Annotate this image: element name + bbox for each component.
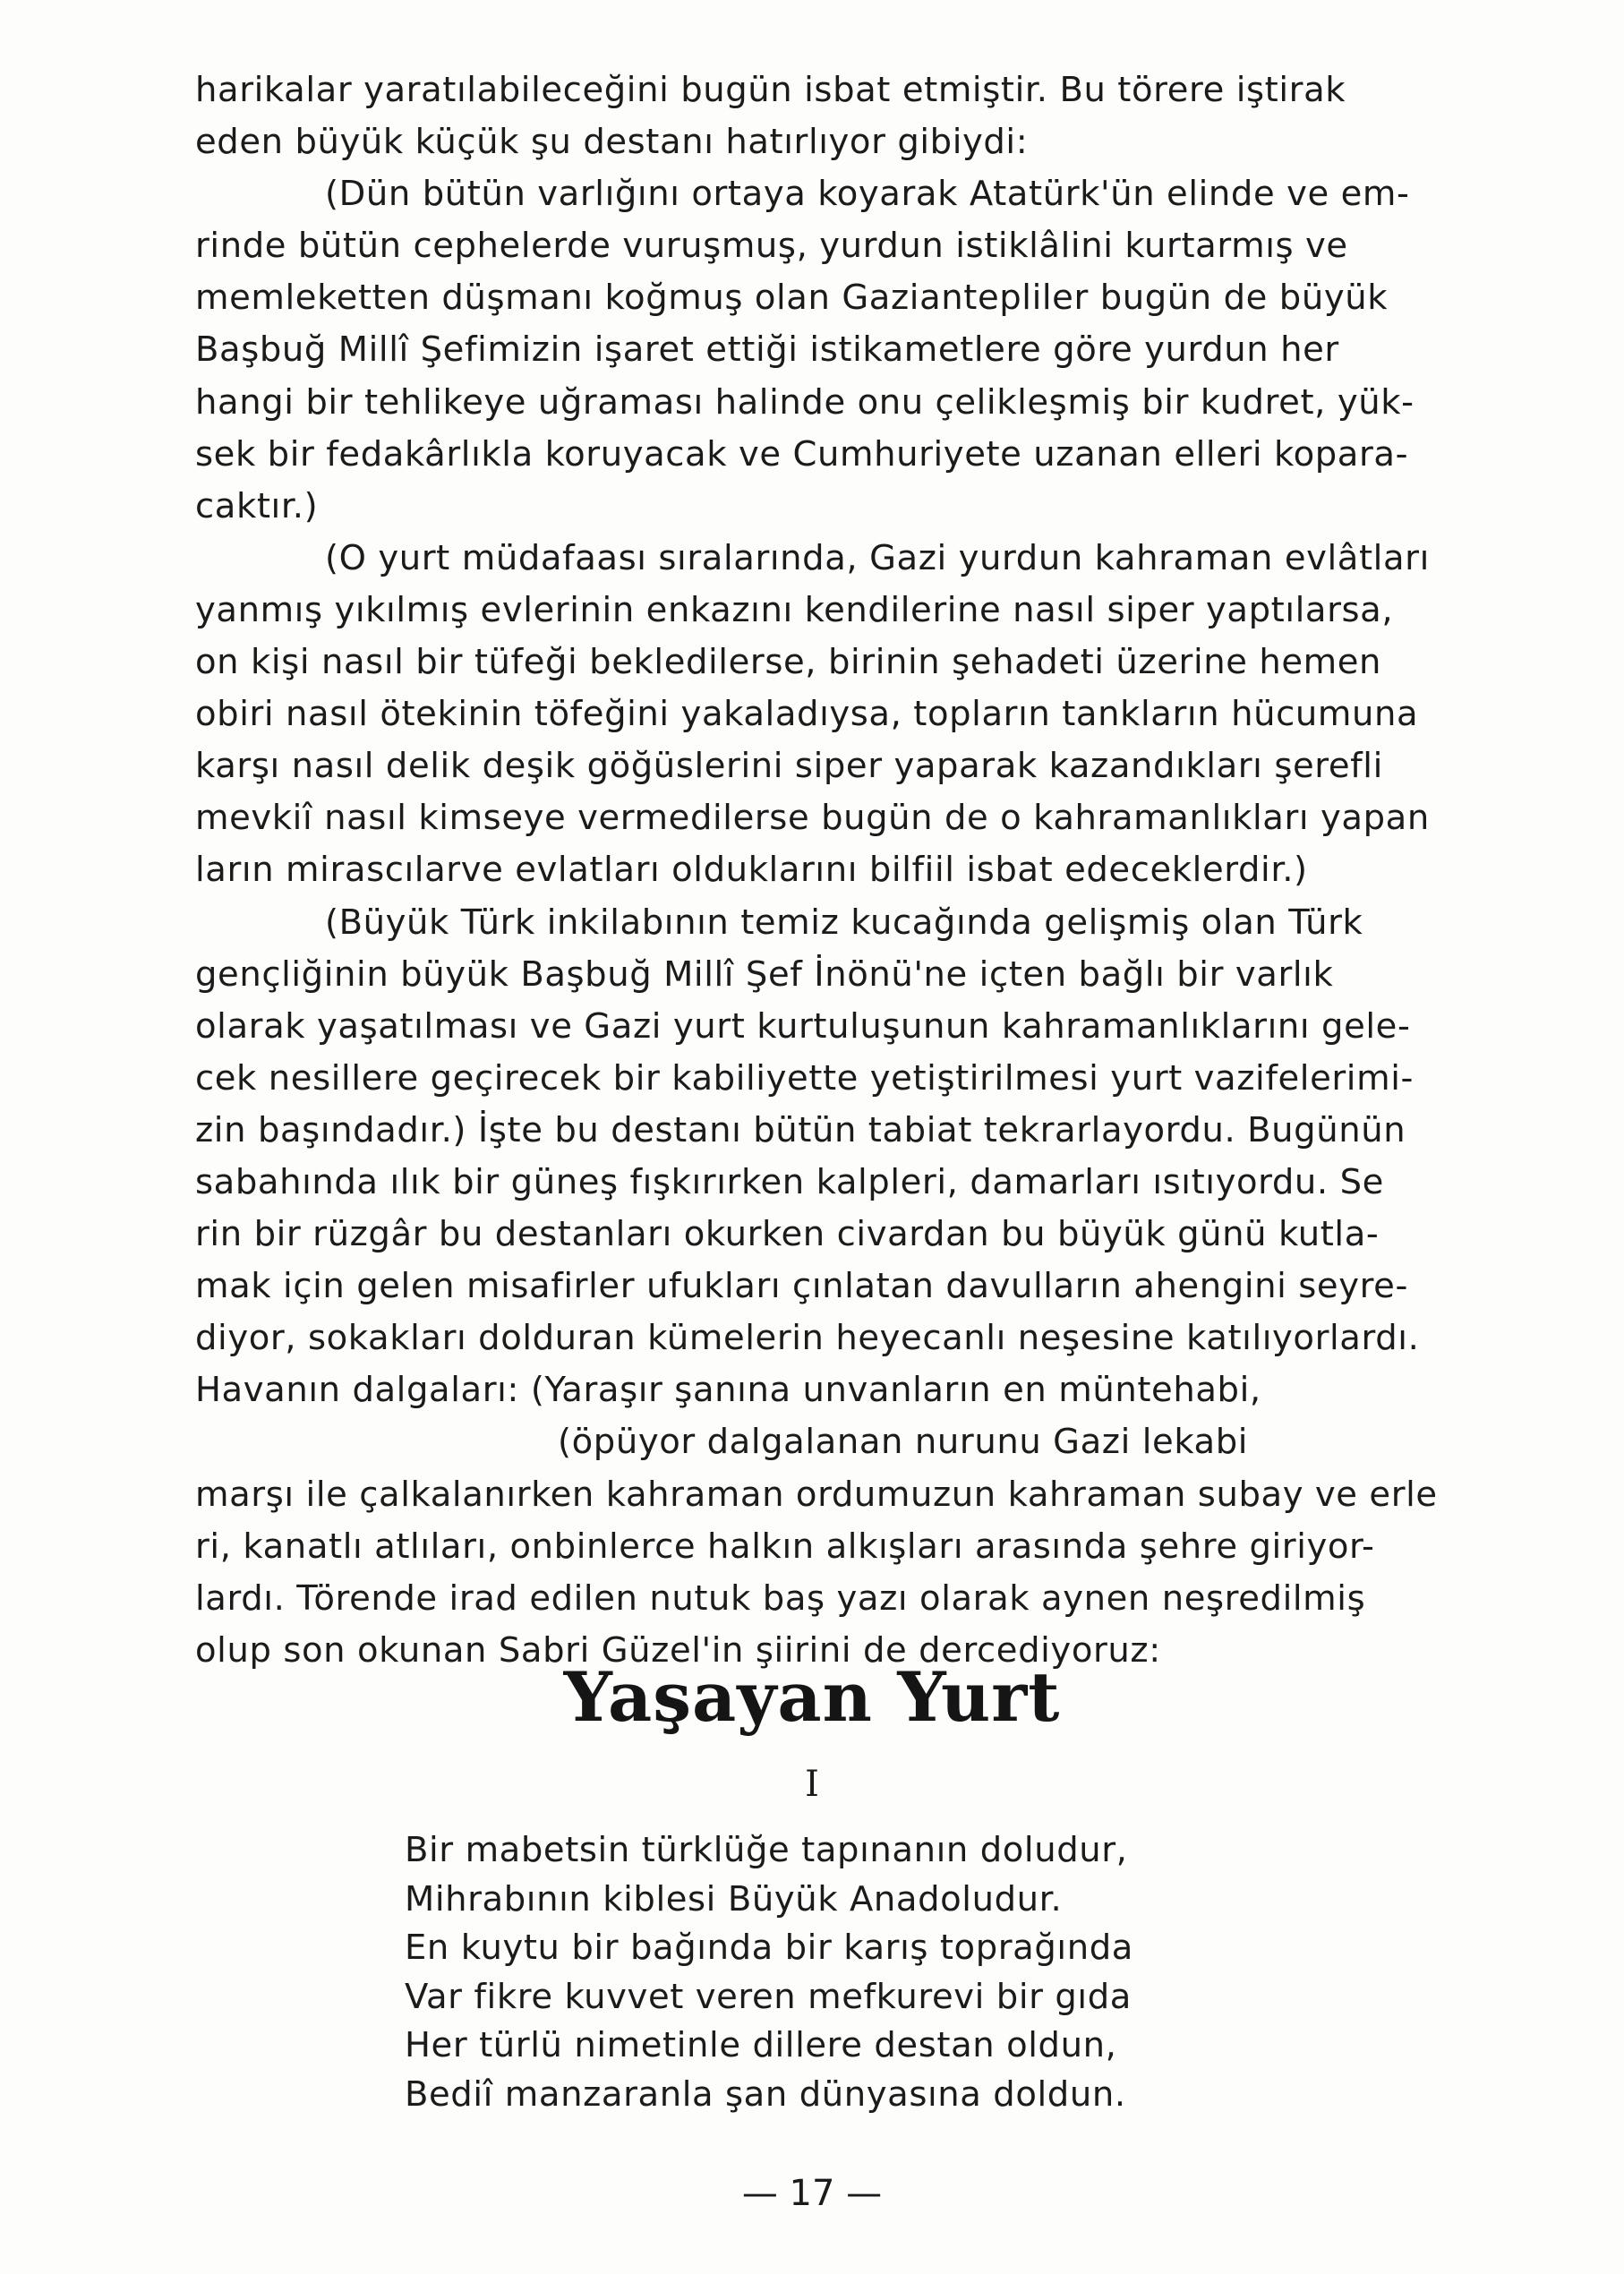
body-line: zin başındadır.) İşte bu destanı bütün tabiat tekrarlayordu. Bugünün (195, 1109, 1406, 1150)
poem-section-number: I (805, 1764, 819, 1805)
body-line: (öpüyor dalgalanan nurunu Gazi lekabi (558, 1422, 1249, 1463)
body-line: ların mirascılarve evlatları olduklarını bilfiil isbat edeceklerdir.) (195, 850, 1308, 891)
body-line: mak için gelen misafirler ufukları çınlatan davulların ahengini seyre- (195, 1266, 1408, 1307)
poem-line: Var fikre kuvvet veren mefkurevi bir gıda (405, 1976, 1132, 2017)
body-line: rin bir rüzgâr bu destanları okurken civardan bu büyük günü kutla- (195, 1214, 1380, 1255)
poem-line: Her türlü nimetinle dillere destan oldun, (405, 2025, 1117, 2065)
body-line: (Büyük Türk inkilabının temiz kucağında gelişmiş olan Türk (325, 902, 1363, 943)
body-line: Havanın dalgaları: (Yaraşır şanına unvanların en müntehabi, (195, 1370, 1261, 1411)
poem-verse (405, 1826, 1479, 2119)
body-line: rinde bütün cephelerde vuruşmuş, yurdun istiklâlini kurtarmış ve (195, 226, 1348, 267)
body-line: sek bir fedakârlıkla koruyacak ve Cumhuriyete uzanan elleri kopara- (195, 433, 1409, 474)
poem-line: Mihrabının kiblesi Büyük Anadoludur. (405, 1878, 1063, 1919)
body-line: gençliğinin büyük Başbuğ Millî Şef İnönü'ne içten bağlı bir varlık (195, 953, 1334, 995)
body-line: diyor, sokakları dolduran kümelerin heyecanlı neşesine katılıyorlardı. (195, 1318, 1420, 1359)
body-line: sabahında ılık bir güneş fışkırırken kalpleri, damarları ısıtıyordu. Se (195, 1161, 1384, 1202)
body-line: Başbuğ Millî Şefimizin işaret ettiği istikametlere göre yurdun her (195, 329, 1339, 371)
poem-title: Yaşayan Yurt (563, 1657, 1061, 1737)
poem-line: Bediî manzaranla şan dünyasına doldun. (405, 2073, 1126, 2115)
body-line: mevkiî nasıl kimseye vermedilerse bugün de o kahramanlıkları yapan (195, 798, 1430, 839)
body-line: memleketten düşmanı koğmuş olan Gaziantepliler bugün de büyük (195, 278, 1389, 319)
body-line: ri, kanatlı atlıları, onbinlerce halkın alkışları arasında şehre giriyor- (195, 1526, 1375, 1567)
body-line: eden büyük küçük şu destanı hatırlıyor gibiydi: (195, 122, 1029, 163)
body-line: on kişi nasıl bir tüfeği bekledilerse, birinin şehadeti üzerine hemen (195, 642, 1382, 683)
body-line: cek nesillere geçirecek bir kabiliyette yetiştirilmesi yurt vazifelerimi- (195, 1057, 1414, 1099)
body-line: karşı nasıl delik deşik göğüslerini siper yaparak kazandıkları şerefli (195, 746, 1383, 787)
body-line: olup son okunan Sabri Güzel'in şiirini de dercediyoruz: (195, 1629, 1161, 1671)
body-line: caktır.) (195, 485, 319, 526)
body-line: olarak yaşatılması ve Gazi yurt kurtuluşunun kahramanlıklarını gele- (195, 1005, 1411, 1047)
body-line: obiri nasıl ötekinin töfeğini yakaladıysa, topların tankların hücumuna (195, 694, 1419, 735)
body-line: (O yurt müdafaası sıralarında, Gazi yurdun kahraman evlâtları (325, 537, 1430, 578)
body-line: yanmış yıkılmış evlerinin enkazını kendilerine nasıl siper yaptılarsa, (195, 589, 1394, 630)
poem-line: En kuytu bir bağında bir karış toprağında (405, 1928, 1133, 1968)
body-line: (Dün bütün varlığını ortaya koyarak Atatürk'ün elinde ve em- (325, 174, 1410, 215)
body-line: lardı. Törende irad edilen nutuk baş yazı olarak aynen neşredilmiş (195, 1577, 1366, 1619)
body-line: hangi bir tehlikeye uğraması halinde onu çelikleşmiş bir kudret, yük- (195, 381, 1415, 423)
body-line: marşı ile çalkalanırken kahraman ordumuzun kahraman subay ve erle (195, 1474, 1438, 1515)
article-body (195, 64, 1466, 1677)
poem-line: Bir mabetsin türklüğe tapınanın doludur, (405, 1830, 1128, 1870)
body-line: harikalar yaratılabileceğini bugün isbat etmiştir. Bu törere iştirak (195, 70, 1346, 110)
page-number: — 17 — (741, 2173, 883, 2214)
